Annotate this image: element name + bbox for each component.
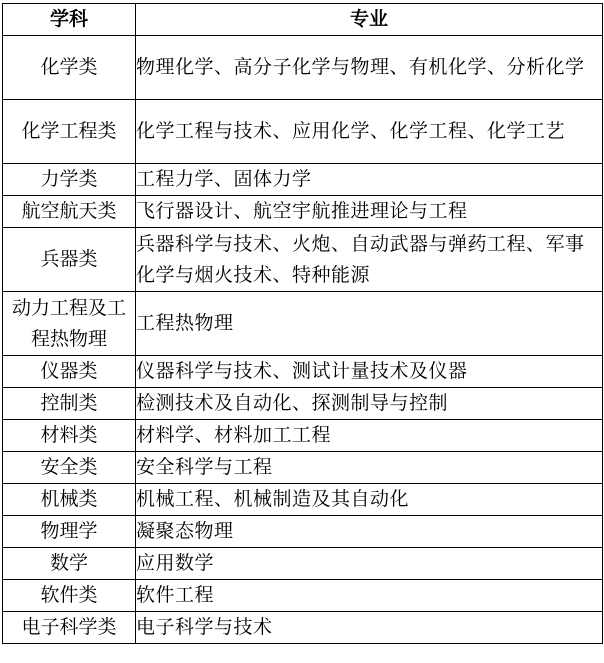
table-row: [3, 356, 603, 388]
major-cell: 工程热物理: [136, 292, 603, 356]
major-cell: 软件工程: [136, 580, 603, 612]
table-row: [3, 484, 603, 516]
discipline-cell: 化学工程类: [3, 100, 136, 164]
discipline-cell: 数学: [3, 548, 136, 580]
table-row: [3, 228, 603, 292]
discipline-major-table: [2, 3, 603, 644]
table-row: [3, 580, 603, 612]
discipline-cell: 安全类: [3, 452, 136, 484]
major-cell: 材料学、材料加工工程: [136, 420, 603, 452]
table-row: [3, 36, 603, 100]
major-cell: 工程力学、固体力学: [136, 164, 603, 196]
table-row: [3, 548, 603, 580]
table-row: [3, 612, 603, 644]
table-row: [3, 196, 603, 228]
table-row: [3, 100, 603, 164]
major-cell: 电子科学与技术: [136, 612, 603, 644]
header-major: 专业: [136, 4, 603, 36]
discipline-cell: 仪器类: [3, 356, 136, 388]
table-row: [3, 292, 603, 356]
table-row: [3, 164, 603, 196]
major-cell: 检测技术及自动化、探测制导与控制: [136, 388, 603, 420]
discipline-cell: 动力工程及工程热物理: [3, 292, 136, 356]
discipline-cell: 兵器类: [3, 228, 136, 292]
table-row: [3, 388, 603, 420]
major-cell: 飞行器设计、航空宇航推进理论与工程: [136, 196, 603, 228]
major-cell: 应用数学: [136, 548, 603, 580]
major-cell: 机械工程、机械制造及其自动化: [136, 484, 603, 516]
header-discipline: 学科: [3, 4, 136, 36]
discipline-cell: 化学类: [3, 36, 136, 100]
major-cell: 凝聚态物理: [136, 516, 603, 548]
major-cell: 化学工程与技术、应用化学、化学工程、化学工艺: [136, 100, 603, 164]
major-cell: 安全科学与工程: [136, 452, 603, 484]
table-row: [3, 420, 603, 452]
discipline-cell: 材料类: [3, 420, 136, 452]
discipline-cell: 电子科学类: [3, 612, 136, 644]
major-cell: 兵器科学与技术、火炮、自动武器与弹药工程、军事化学与烟火技术、特种能源: [136, 228, 603, 292]
discipline-cell: 控制类: [3, 388, 136, 420]
discipline-cell: 物理学: [3, 516, 136, 548]
discipline-cell: 机械类: [3, 484, 136, 516]
table-row: [3, 516, 603, 548]
major-cell: 物理化学、高分子化学与物理、有机化学、分析化学: [136, 36, 603, 100]
table-row: [3, 452, 603, 484]
table-header-row: [3, 4, 603, 36]
major-cell: 仪器科学与技术、测试计量技术及仪器: [136, 356, 603, 388]
discipline-cell: 软件类: [3, 580, 136, 612]
discipline-cell: 力学类: [3, 164, 136, 196]
discipline-cell: 航空航天类: [3, 196, 136, 228]
